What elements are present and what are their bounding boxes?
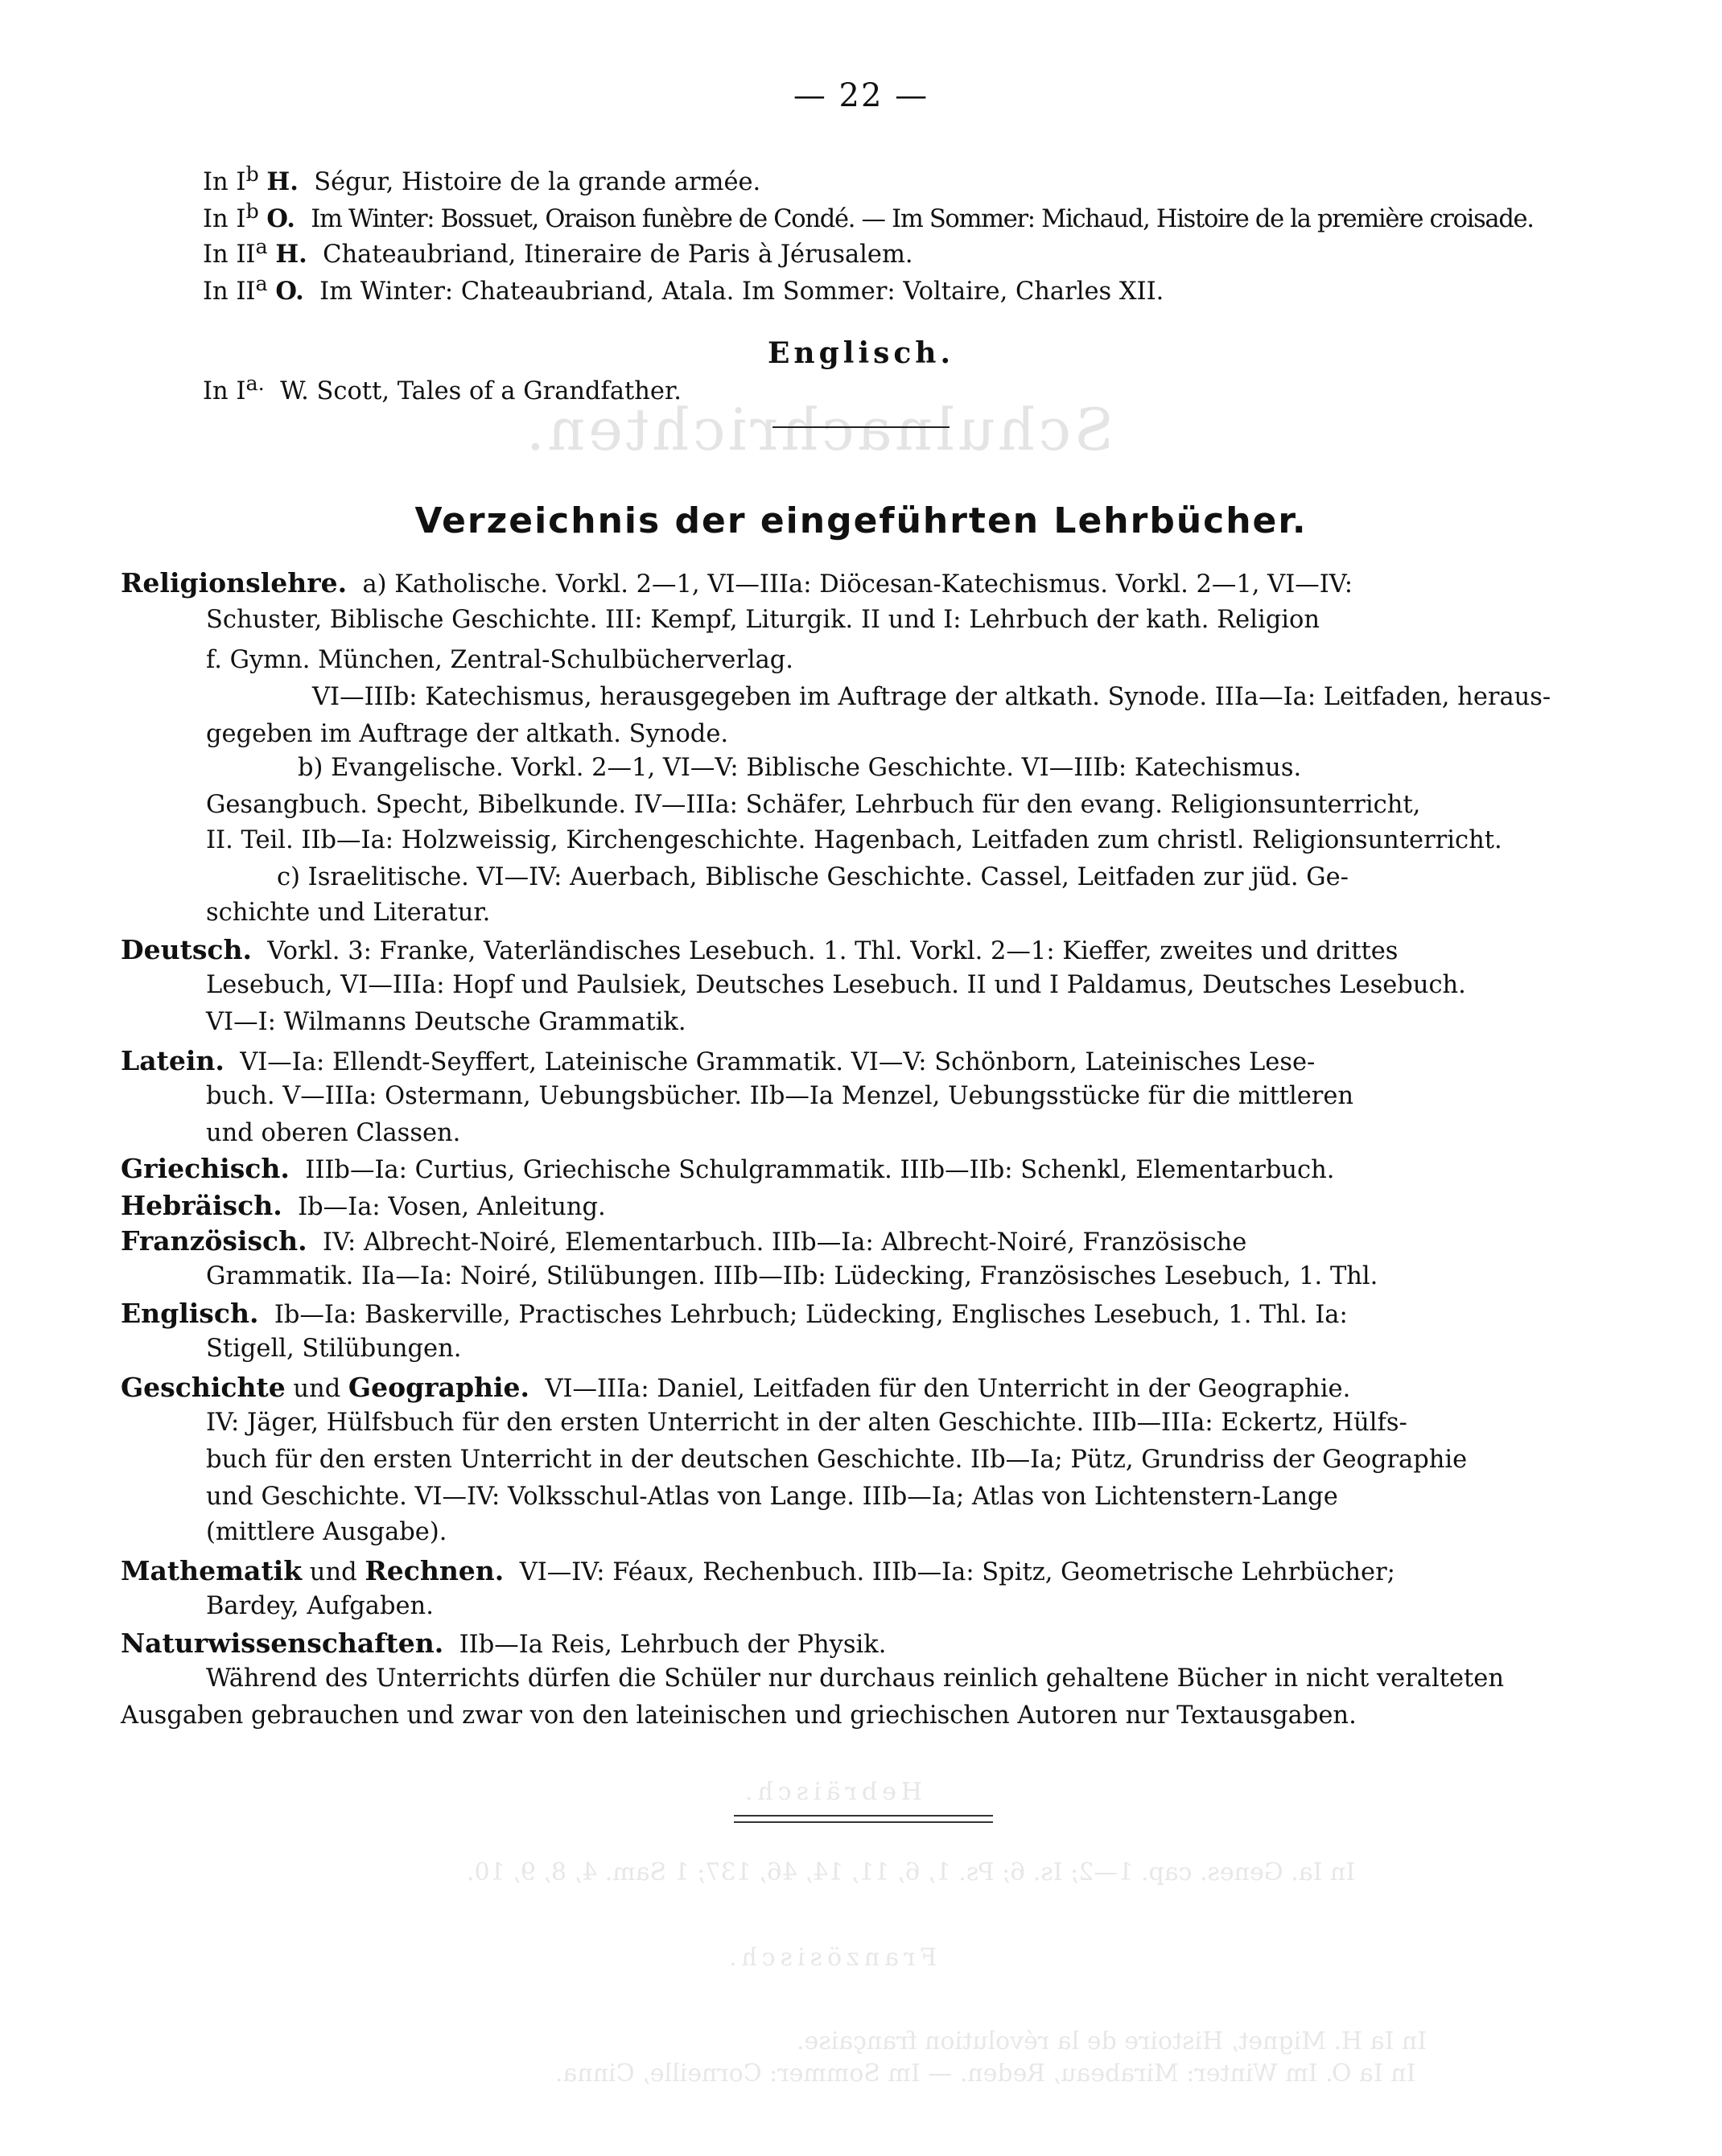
entry-line: Bardey, Aufgaben.	[206, 1592, 434, 1620]
entry-line: und Geschichte. VI—IV: Volksschul-Atlas von Lange. IIIb—Ia; Atlas von Lichtenstern-Lange	[206, 1483, 1338, 1511]
entry-line: b) Evangelische. Vorkl. 2—1, VI—V: Biblische Geschichte. VI—IIIb: Katechismus.	[298, 754, 1302, 782]
subject-entry: Religionslehre. a) Katholische. Vorkl. 2—1, VI—IIIa: Diöcesan-Katechismus. Vorkl. 2—1, VI—IV:	[121, 567, 1353, 599]
entry-line: Gesangbuch. Specht, Bibelkunde. IV—IIIa: Schäfer, Lehrbuch für den evang. Religionsunterricht,	[206, 791, 1421, 819]
subject-heading: Englisch.	[121, 1298, 259, 1329]
show-through-line: In Ia. Genes. cap. 1—2; Is. 6; Ps. 1, 6, 11, 14, 46, 137; 1 Sam. 4, 8, 9, 10.	[467, 1858, 1356, 1886]
subject-heading: Geschichte	[121, 1372, 286, 1403]
entry-line: II. Teil. IIb—Ia: Holzweissig, Kirchengeschichte. Hagenbach, Leitfaden zum christl. Religionsunterricht.	[206, 826, 1502, 854]
closing-note: Ausgaben gebrauchen und zwar von den lateinischen und griechischen Autoren nur Textausgaben.	[121, 1701, 1357, 1730]
entry-line: IV: Jäger, Hülfsbuch für den ersten Unterricht in der alten Geschichte. IIIb—IIIa: Eckertz, Hülfs-	[206, 1409, 1407, 1437]
entry-line: f. Gymn. München, Zentral-Schulbücherverlag.	[206, 646, 793, 674]
entry-line: VI—IIIb: Katechismus, herausgegeben im Auftrage der altkath. Synode. IIIa—Ia: Leitfaden, heraus-	[312, 683, 1551, 711]
subject-entry: Englisch. Ib—Ia: Baskerville, Practisches Lehrbuch; Lüdecking, Englisches Lesebuch, 1. Thl. Ia:	[121, 1298, 1348, 1329]
subject-heading: Geographie.	[348, 1372, 530, 1403]
entry-line: Grammatik. IIa—Ia: Noiré, Stilübungen. IIIb—IIb: Lüdecking, Französisches Lesebuch, 1. Thl.	[206, 1262, 1378, 1290]
subject-heading: Religionslehre.	[121, 567, 348, 599]
show-through-heading: Schulnachrichten.	[523, 396, 1114, 463]
entry-line: buch. V—IIIa: Ostermann, Uebungsbücher. IIb—Ia Menzel, Uebungsstücke für die mittleren	[206, 1082, 1354, 1110]
divider	[772, 426, 950, 428]
page-number: — 22 —	[793, 77, 929, 114]
subject-heading: Mathematik	[121, 1555, 303, 1586]
show-through-line: In Ia O. Im Winter: Mirabeau, Reden. — Im Sommer: Corneille, Cinna.	[555, 2059, 1416, 2088]
reading-line: In $II^a$ H. Chateaubriand, Itineraire de Paris à Jérusalem.	[203, 234, 913, 270]
subject-entry: Latein. VI—Ia: Ellendt-Seyffert, Lateinische Grammatik. VI—V: Schönborn, Lateinisches Lese-	[121, 1045, 1316, 1076]
entry-line: gegeben im Auftrage der altkath. Synode.	[206, 720, 729, 748]
closing-note: Während des Unterrichts dürfen die Schüler nur durchaus reinlich gehaltene Bücher in nicht veralteten	[206, 1664, 1504, 1693]
reading-line: In $I^{a.}$ W. Scott, Tales of a Grandfather.	[203, 371, 682, 406]
entry-line: buch für den ersten Unterricht in der deutschen Geschichte. IIb—Ia; Pütz, Grundriss der Geographie	[206, 1446, 1468, 1474]
show-through-franzoesisch: Französisch.	[724, 1944, 937, 1972]
entry-line: VI—I: Wilmanns Deutsche Grammatik.	[206, 1008, 686, 1036]
reading-line: In $II^a$ O. Im Winter: Chateaubriand, Atala. Im Sommer: Voltaire, Charles XII.	[203, 271, 1164, 307]
subject-heading: Latein.	[121, 1045, 225, 1076]
show-through-line: In Ia H. Mignet, Histoire de la révolution française.	[797, 2027, 1427, 2055]
entry-line: c) Israelitische. VI—IV: Auerbach, Biblische Geschichte. Cassel, Leitfaden zur jüd. Ge-	[277, 863, 1349, 891]
subject-heading: Hebräisch.	[121, 1190, 282, 1221]
entry-line: Schuster, Biblische Geschichte. III: Kempf, Liturgik. II und I: Lehrbuch der kath. Religion	[206, 606, 1320, 634]
subject-entry: Naturwissenschaften. IIb—Ia Reis, Lehrbuch der Physik.	[121, 1627, 887, 1659]
subject-heading: Griechisch.	[121, 1153, 290, 1184]
reading-line: In $I^b$ O. Im Winter: Bossuet, Oraison funèbre de Condé. — Im Sommer: Michaud, Histoire de la première croisade.	[203, 199, 1534, 234]
entry-line: Lesebuch, VI—IIIa: Hopf und Paulsiek, Deutsches Lesebuch. II und I Paldamus, Deutsches Lesebuch.	[206, 971, 1466, 999]
page-title: Verzeichnis der eingeführten Lehrbücher.	[414, 500, 1308, 541]
section-heading-englisch: Englisch.	[767, 336, 955, 370]
entry-line: (mittlere Ausgabe).	[206, 1518, 447, 1546]
entry-line: Stigell, Stilübungen.	[206, 1335, 462, 1363]
subject-entry: Mathematik und Rechnen. VI—IV: Féaux, Rechenbuch. IIIb—Ia: Spitz, Geometrische Lehrbücher;	[121, 1555, 1395, 1586]
subject-entry: Deutsch. Vorkl. 3: Franke, Vaterländisches Lesebuch. 1. Thl. Vorkl. 2—1: Kieffer, zweites und drittes	[121, 934, 1399, 965]
subject-entry: Geschichte und Geographie. VI—IIIa: Daniel, Leitfaden für den Unterricht in der Geographie.	[121, 1372, 1351, 1403]
subject-entry: Hebräisch. Ib—Ia: Vosen, Anleitung.	[121, 1190, 606, 1221]
show-through-hebraeisch: Hebräisch.	[740, 1778, 922, 1806]
reading-line: In $I^b$ H. Ségur, Histoire de la grande armée.	[203, 162, 761, 197]
subject-heading: Französisch.	[121, 1225, 307, 1257]
subject-heading: Rechnen.	[365, 1555, 505, 1586]
subject-heading: Deutsch.	[121, 934, 253, 965]
subject-entry: Griechisch. IIIb—Ia: Curtius, Griechische Schulgrammatik. IIIb—IIb: Schenkl, Elementarbuch.	[121, 1153, 1335, 1184]
entry-line: und oberen Classen.	[206, 1119, 461, 1147]
subject-entry: Französisch. IV: Albrecht-Noiré, Elementarbuch. IIIb—Ia: Albrecht-Noiré, Französische	[121, 1225, 1247, 1257]
entry-line: schichte und Literatur.	[206, 899, 491, 927]
double-divider	[734, 1815, 993, 1823]
subject-heading: Naturwissenschaften.	[121, 1627, 444, 1659]
